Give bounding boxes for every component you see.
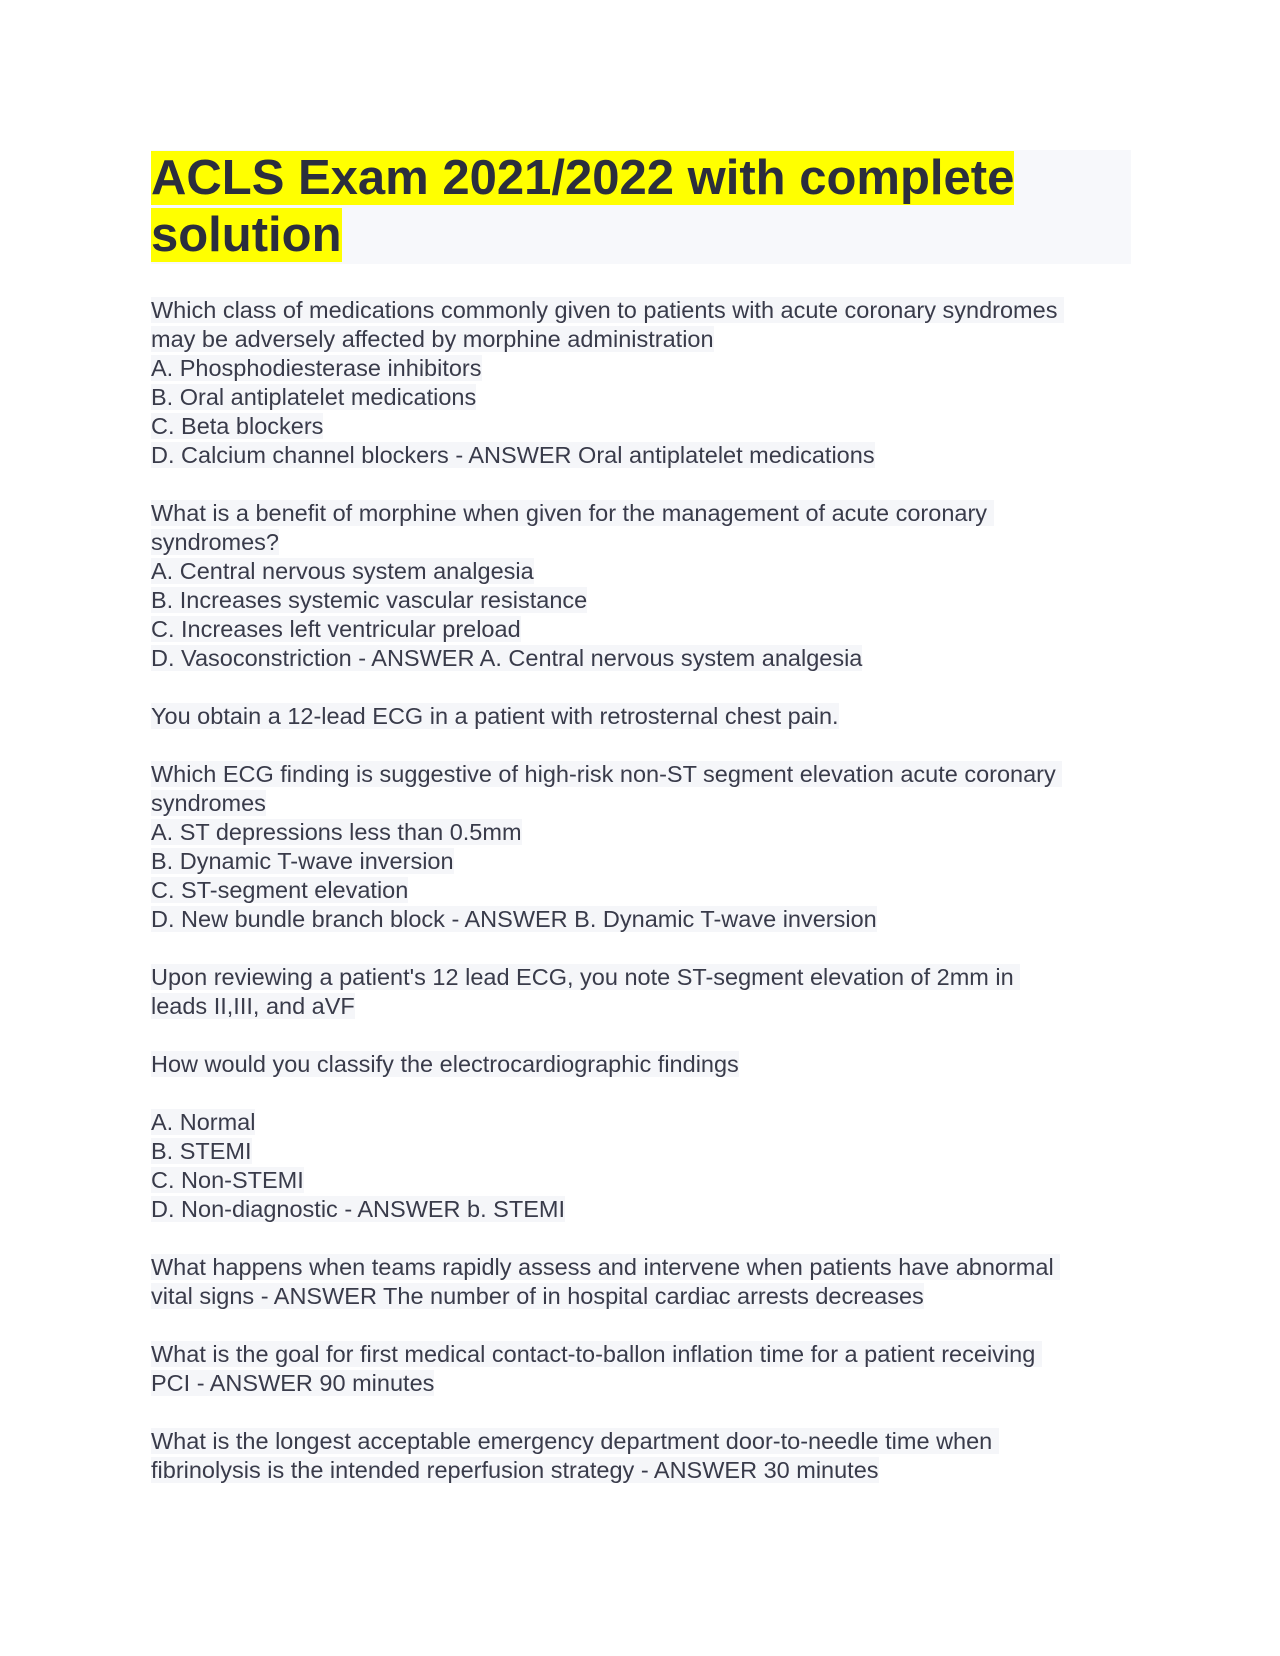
text-line-content: C. ST-segment elevation (151, 877, 409, 903)
question-block (151, 1050, 1131, 1079)
text-line-content: You obtain a 12-lead ECG in a patient with retrosternal chest pain. (151, 703, 839, 729)
text-line (151, 1427, 1131, 1456)
text-line-content: What is the longest acceptable emergency department door-to-needle time when (151, 1428, 999, 1454)
question-list (151, 296, 1131, 1485)
text-line-content: Which class of medications commonly given to patients with acute coronary syndromes (151, 297, 1064, 323)
text-line-content: vital signs - ANSWER The number of in hospital cardiac arrests decreases (151, 1283, 924, 1309)
question-block (151, 1340, 1131, 1398)
text-line (151, 818, 1131, 847)
text-line-content: PCI - ANSWER 90 minutes (151, 1370, 435, 1396)
title-block (151, 150, 1131, 264)
text-line (151, 1253, 1131, 1282)
text-line (151, 615, 1131, 644)
text-line (151, 702, 1131, 731)
text-line-content: A. ST depressions less than 0.5mm (151, 819, 522, 845)
text-line-content: How would you classify the electrocardiographic findings (151, 1051, 739, 1077)
text-line-content: A. Central nervous system analgesia (151, 558, 534, 584)
text-line (151, 528, 1131, 557)
text-line-content: Which ECG finding is suggestive of high-risk non-ST segment elevation acute coronary (151, 761, 1063, 787)
question-block (151, 963, 1131, 1021)
text-line-content: A. Normal (151, 1109, 256, 1135)
text-line (151, 876, 1131, 905)
text-line-content: D. Calcium channel blockers - ANSWER Oral antiplatelet medications (151, 442, 875, 468)
text-line-content: fibrinolysis is the intended reperfusion strategy - ANSWER 30 minutes (151, 1457, 879, 1483)
text-line (151, 1340, 1131, 1369)
question-block (151, 760, 1131, 934)
text-line-content: leads II,III, and aVF (151, 993, 355, 1019)
text-line (151, 586, 1131, 615)
text-line (151, 1137, 1131, 1166)
text-line (151, 963, 1131, 992)
text-line (151, 1282, 1131, 1311)
text-line-content: D. Non-diagnostic - ANSWER b. STEMI (151, 1196, 565, 1222)
text-line (151, 789, 1131, 818)
text-line (151, 1195, 1131, 1224)
text-line-content: C. Beta blockers (151, 413, 324, 439)
document-title (151, 150, 1131, 264)
question-block (151, 499, 1131, 673)
text-line (151, 441, 1131, 470)
text-line-content: B. Oral antiplatelet medications (151, 384, 477, 410)
text-line-content: What happens when teams rapidly assess and intervene when patients have abnormal (151, 1254, 1061, 1280)
question-block (151, 1427, 1131, 1485)
question-block (151, 702, 1131, 731)
text-line-content: may be adversely affected by morphine administration (151, 326, 714, 352)
text-line (151, 905, 1131, 934)
text-line-content: D. New bundle branch block - ANSWER B. Dynamic T-wave inversion (151, 906, 877, 932)
text-line (151, 1050, 1131, 1079)
text-line-content: C. Increases left ventricular preload (151, 616, 521, 642)
text-line (151, 354, 1131, 383)
text-line-content: syndromes? (151, 529, 279, 555)
text-line (151, 760, 1131, 789)
text-line-content: B. Dynamic T-wave inversion (151, 848, 454, 874)
text-line-content: D. Vasoconstriction - ANSWER A. Central nervous system analgesia (151, 645, 863, 671)
text-line-content: syndromes (151, 790, 266, 816)
question-block (151, 1108, 1131, 1224)
text-line-content: C. Non-STEMI (151, 1167, 304, 1193)
text-line-content: Upon reviewing a patient's 12 lead ECG, you note ST-segment elevation of 2mm in (151, 964, 1021, 990)
text-line (151, 296, 1131, 325)
text-line (151, 325, 1131, 354)
text-line (151, 847, 1131, 876)
question-block (151, 1253, 1131, 1311)
text-line (151, 557, 1131, 586)
question-block (151, 296, 1131, 470)
document-page (151, 150, 1131, 1514)
text-line (151, 499, 1131, 528)
text-line (151, 1369, 1131, 1398)
text-line (151, 412, 1131, 441)
title-highlight: ACLS Exam 2021/2022 with complete solution (151, 151, 1015, 262)
text-line-content: What is the goal for first medical contact-to-ballon inflation time for a patient receiving (151, 1341, 1042, 1367)
text-line-content: B. Increases systemic vascular resistance (151, 587, 588, 613)
text-line (151, 644, 1131, 673)
text-line (151, 992, 1131, 1021)
text-line (151, 383, 1131, 412)
text-line-content: What is a benefit of morphine when given for the management of acute coronary (151, 500, 994, 526)
text-line (151, 1456, 1131, 1485)
text-line-content: B. STEMI (151, 1138, 252, 1164)
text-line (151, 1108, 1131, 1137)
text-line (151, 1166, 1131, 1195)
text-line-content: A. Phosphodiesterase inhibitors (151, 355, 482, 381)
